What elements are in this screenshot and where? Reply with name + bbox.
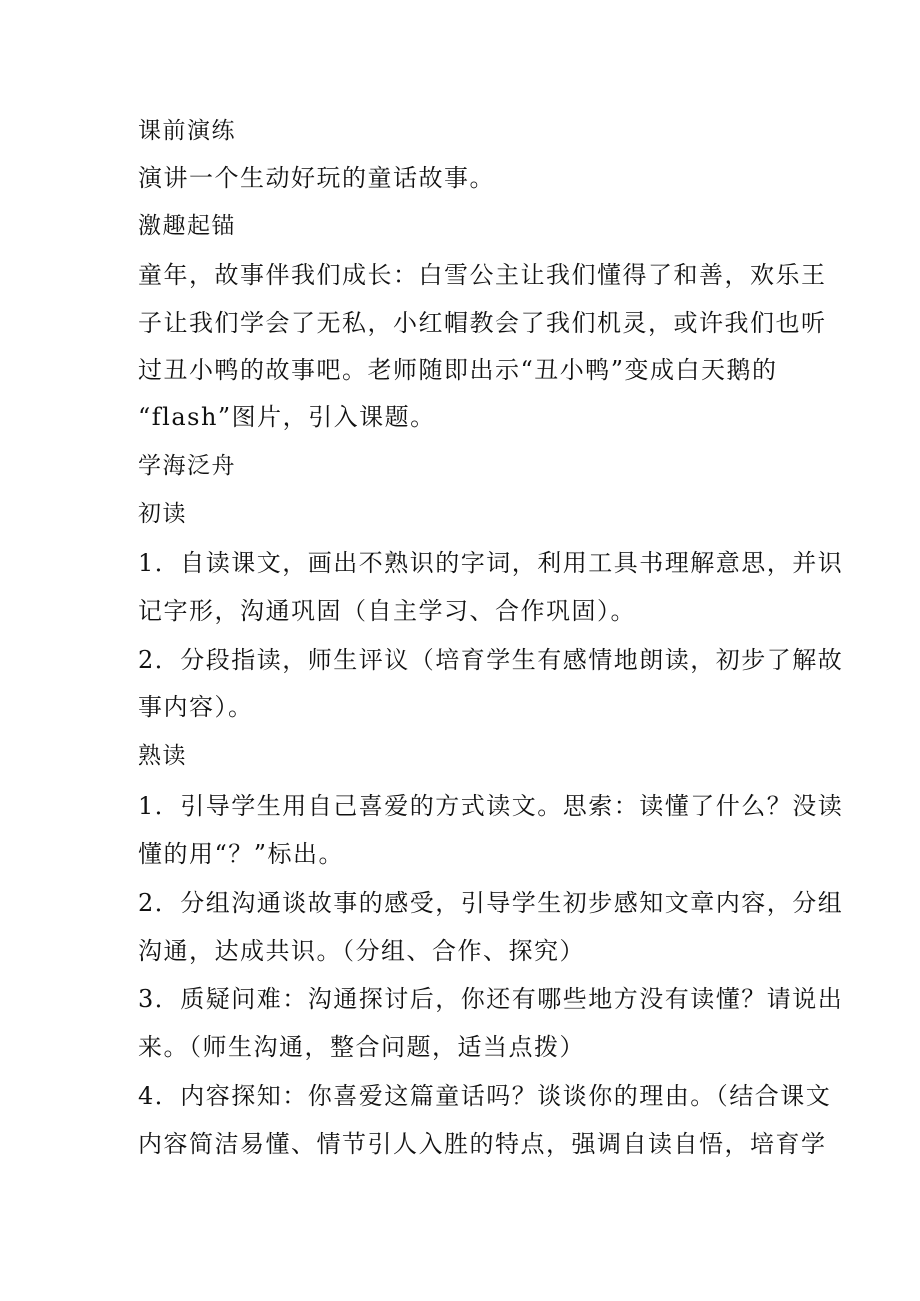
paragraph-line: 子让我们学会了无私，小红帽教会了我们机灵，或许我们也听 <box>138 309 827 337</box>
section-heading-motivation: 激趣起锚 <box>138 213 236 239</box>
paragraph-line: 演讲一个生动好玩的童话故事。 <box>138 164 495 192</box>
subheading-familiar-reading: 熟读 <box>138 743 187 769</box>
subheading-first-reading: 初读 <box>138 501 187 527</box>
list-item-line: 4．内容探知：你喜爱这篇童话吗？谈谈你的理由。（结合课文 <box>138 1082 832 1110</box>
list-item-line: 1．自读课文，画出不熟识的字词，利用工具书理解意思，并识 <box>138 549 844 577</box>
list-item-line: 2．分段指读，师生评议（培育学生有感情地朗读，初步了解故 <box>138 646 844 674</box>
list-item-line: 沟通，达成共识。（分组、合作、探究） <box>138 937 585 965</box>
list-item-line: 记字形，沟通巩固（自主学习、合作巩固）。 <box>138 597 636 625</box>
list-item-line: 1．引导学生用自己喜爱的方式读文。思索：读懂了什么？没读 <box>138 792 844 820</box>
list-item-line: 懂的用“？”标出。 <box>138 840 345 868</box>
list-item-line: 事内容）。 <box>138 693 254 721</box>
list-item-line: 2．分组沟通谈故事的感受，引导学生初步感知文章内容，分组 <box>138 889 844 917</box>
section-heading-preclass: 课前演练 <box>138 118 236 144</box>
section-heading-learning: 学海泛舟 <box>138 453 236 479</box>
list-item-line: 来。（师生沟通，整合问题，适当点拨） <box>138 1033 585 1061</box>
paragraph-line: 过丑小鸭的故事吧。老师随即出示“丑小鸭”变成白天鹅的 <box>138 356 778 384</box>
list-item-line: 内容简洁易懂、情节引人入胜的特点，强调自读自悟，培育学 <box>138 1130 827 1158</box>
paragraph-line: “flash”图片，引入课题。 <box>138 403 436 431</box>
list-item-line: 3．质疑问难：沟通探讨后，你还有哪些地方没有读懂？请说出 <box>138 985 844 1013</box>
paragraph-line: 童年，故事伴我们成长：白雪公主让我们懂得了和善，欢乐王 <box>138 261 827 289</box>
